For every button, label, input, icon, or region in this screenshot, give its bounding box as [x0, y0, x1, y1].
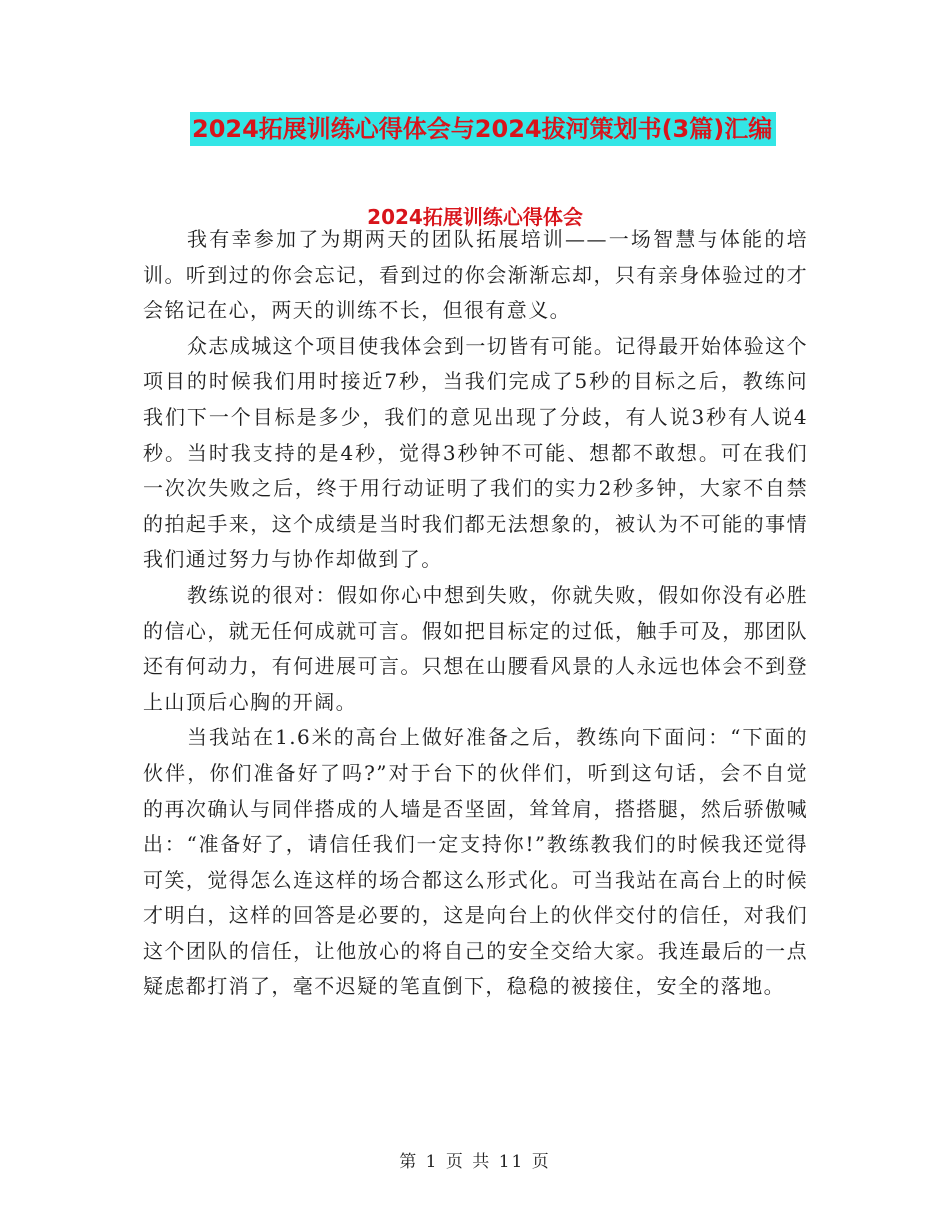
paragraph: 众志成城这个项目使我体会到一切皆有可能。记得最开始体验这个项目的时候我们用时接近7秒，当我们完成了5秒的目标之后，教练问我们下一个目标是多少，我们的意见出现了分歧，有人说3秒有人说4秒。当时我支持的是4秒，觉得3秒钟不可能、想都不敢想。可在我们一次次失败之后，终于用行动证明了我们的实力2秒多钟，大家不自禁的拍起手来，这个成绩是当时我们都无法想象的，被认为不可能的事情我们通过努力与协作却做到了。 — [143, 333, 808, 572]
document-title: 2024拓展训练心得体会与2024拔河策划书(3篇)汇编 — [190, 112, 776, 146]
paragraph: 我有幸参加了为期两天的团队拓展培训——一场智慧与体能的培训。听到过的你会忘记，看到过的你会渐渐忘却，只有亲身体验过的才会铭记在心，两天的训练不长，但很有意义。 — [143, 227, 808, 323]
document-body — [143, 222, 808, 1005]
section-title: 2024拓展训练心得体会 — [367, 205, 583, 229]
page-footer: 第 1 页 共 11 页 — [399, 1152, 551, 1172]
paragraph: 教练说的很对：假如你心中想到失败，你就失败，假如你没有必胜的信心，就无任何成就可言。假如把目标定的过低，触手可及，那团队还有何动力，有何进展可言。只想在山腰看风景的人永远也体会不到登上山顶后心胸的开阔。 — [143, 582, 808, 714]
paragraph: 当我站在1.6米的高台上做好准备之后，教练向下面问：“下面的伙伴，你们准备好了吗?”对于台下的伙伴们，听到这句话，会不自觉的再次确认与同伴搭成的人墙是否坚固，耸耸肩，搭搭腿，然后骄傲喊出：“准备好了，请信任我们一定支持你!”教练教我们的时候我还觉得可笑，觉得怎么连这样的场合都这么形式化。可当我站在高台上的时候才明白，这样的回答是必要的，这是向台上的伙伴交付的信任，对我们这个团队的信任，让他放心的将自己的安全交给大家。我连最后的一点疑虑都打消了，毫不迟疑的笔直倒下，稳稳的被接住，安全的落地。 — [143, 725, 808, 999]
